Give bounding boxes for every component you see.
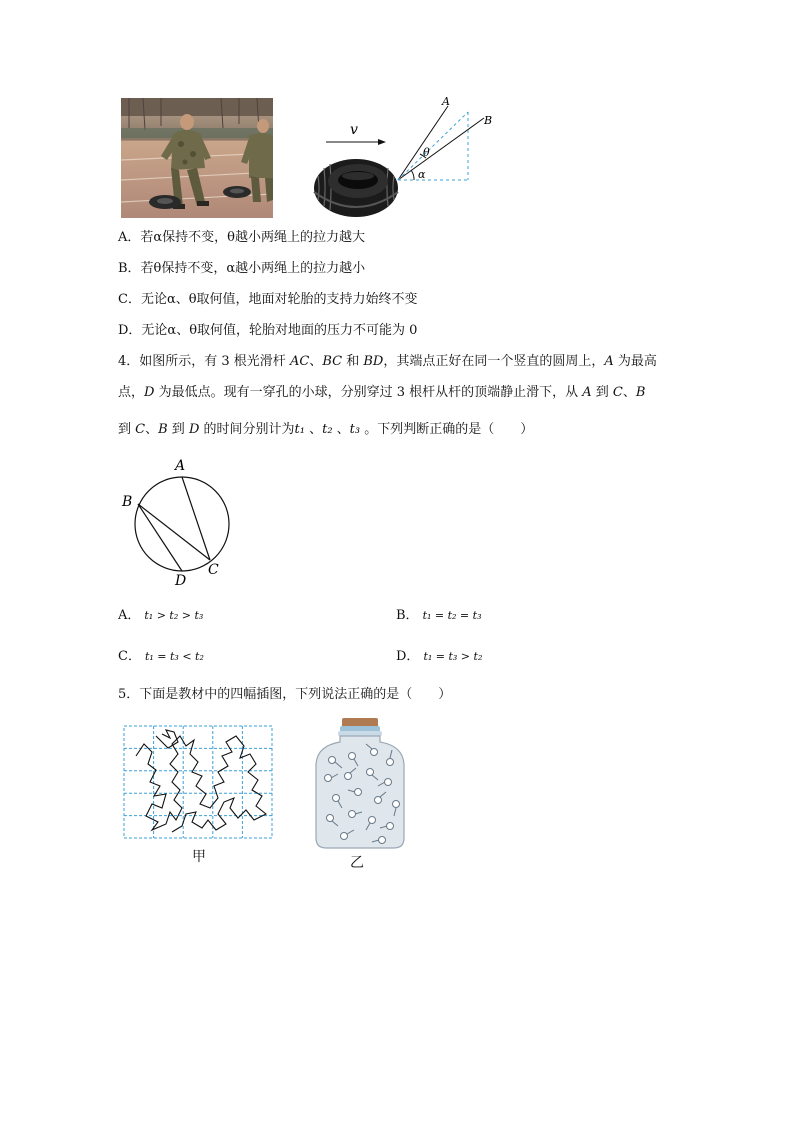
tire-rope-diagram (300, 96, 500, 220)
point-d-label: D (175, 573, 187, 588)
brownian-motion-figure (122, 724, 274, 840)
caption-jia: 甲 (192, 849, 206, 865)
q3-option-b: B．若θ保持不变，α越小两绳上的拉力越小 (118, 261, 366, 276)
q4-option-a: A． t₁ > t₂ > t₃ (118, 608, 204, 623)
q4-option-b: B． t₁ = t₂ = t₃ (396, 608, 482, 623)
q4-line-1: 4．如图所示，有 3 根光滑杆 AC、BC 和 BD，其端点正好在同一个竖直的圆周上，A 为最高 (118, 354, 657, 369)
q4-line-3: 到 C、B 到 D 的时间分别计为t₁ 、t₂ 、t₃ 。下列判断正确的是（ ） (118, 422, 534, 437)
q4-option-c: C． t₁ = t₃ < t₂ (118, 649, 204, 664)
soldiers-dragging-tires-photo (121, 98, 273, 218)
q3-option-d: D．无论α、θ取何值，轮胎对地面的压力不可能为 0 (118, 323, 418, 338)
circle-rods-diagram (118, 454, 238, 588)
rope-b-label: B (484, 114, 493, 127)
rope-a-label: A (442, 96, 450, 108)
gas-jar-figure (312, 716, 408, 850)
velocity-label: v (350, 122, 358, 138)
q4-line-2: 点，D 为最低点。现有一穿孔的小球，分别穿过 3 根杆从杆的顶端静止滑下，从 A 到 C、B (118, 385, 646, 400)
q3-option-a: A．若α保持不变，θ越小两绳上的拉力越大 (118, 230, 365, 245)
q4-option-d: D． t₁ = t₃ > t₂ (396, 649, 483, 664)
point-b-label: B (122, 494, 133, 510)
point-c-label: C (208, 562, 219, 578)
alpha-label: α (418, 168, 426, 181)
point-a-label: A (175, 458, 186, 474)
q3-option-c: C．无论α、θ取何值，地面对轮胎的支持力始终不变 (118, 292, 418, 307)
theta-label: θ (423, 146, 430, 159)
q5-text: 5．下面是教材中的四幅插图，下列说法正确的是（ ） (118, 687, 452, 702)
caption-yi: 乙 (350, 855, 364, 871)
